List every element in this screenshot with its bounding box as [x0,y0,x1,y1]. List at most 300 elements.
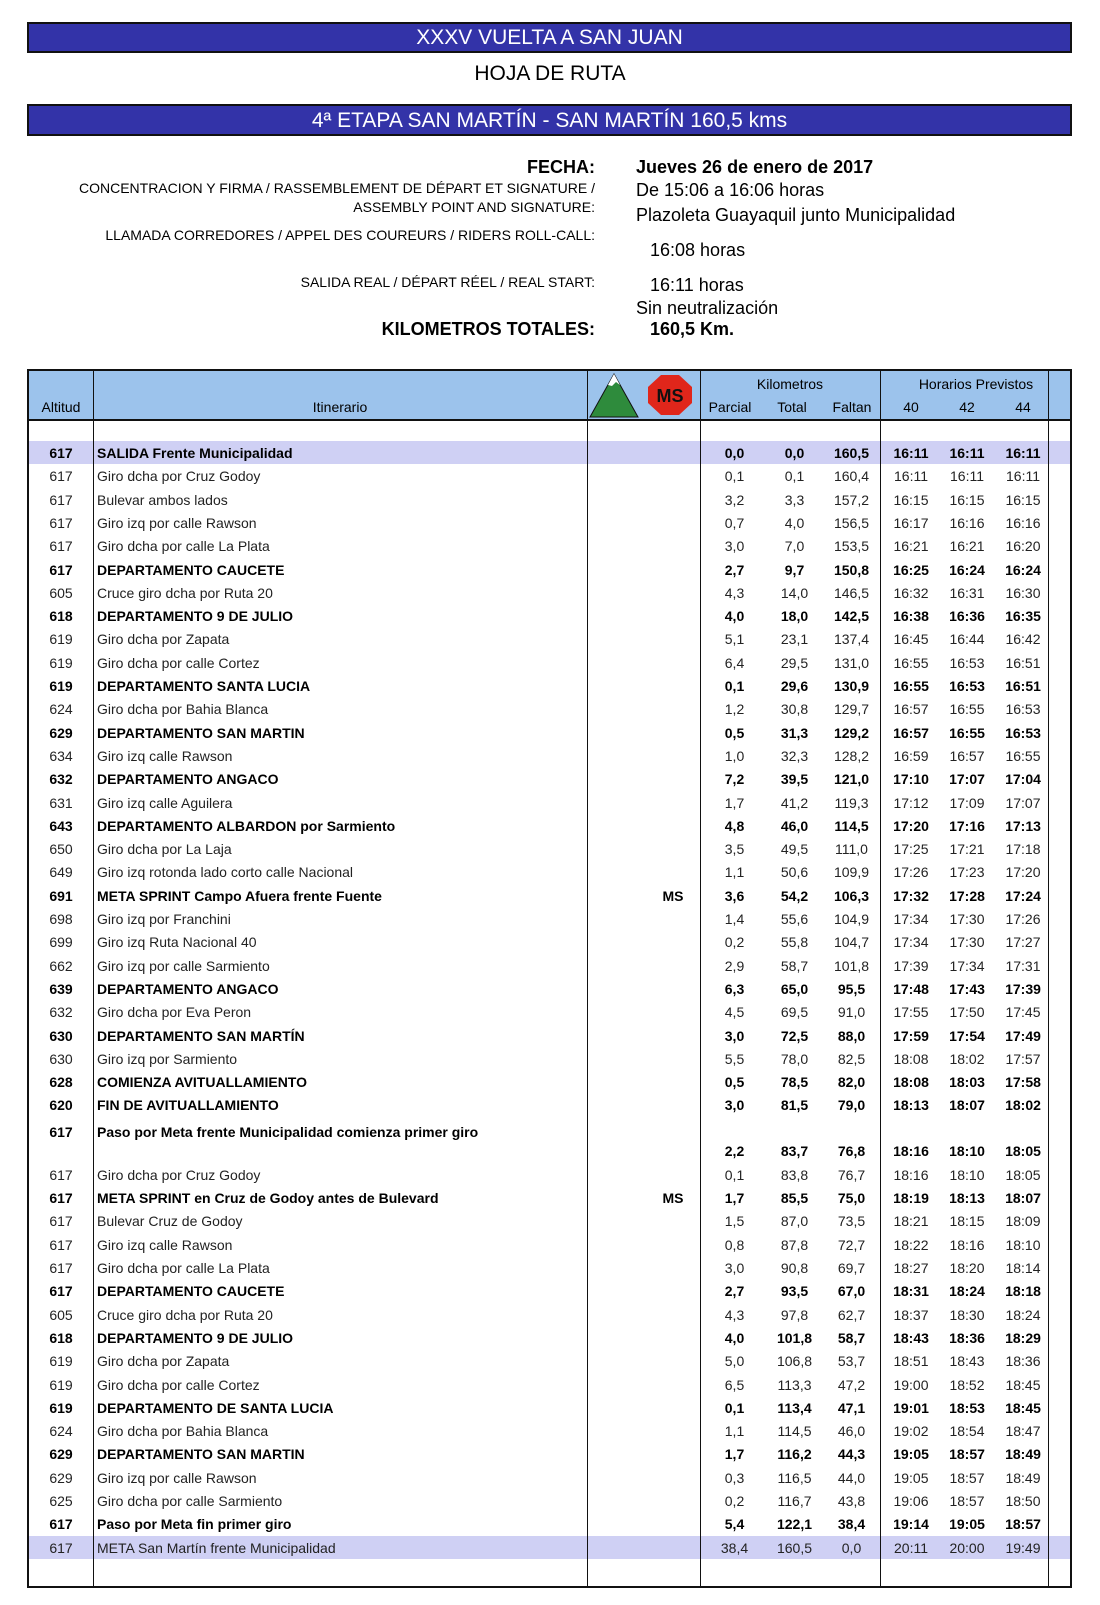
total-km-cell: 160,5 [776,1539,813,1556]
time-40-cell: 17:48 [893,980,929,997]
altitude-cell: 617 [49,1283,73,1300]
table-row [29,1326,1070,1349]
time-40-cell: 18:51 [893,1353,929,1370]
faltan-cell: 0,0 [841,1539,862,1556]
itinerary-cell: DEPARTAMENTO SAN MARTIN [97,724,305,741]
time-42-cell: 18:16 [949,1236,985,1253]
time-40-cell: 16:17 [893,514,929,531]
parcial-cell: 3,0 [724,538,745,555]
itinerary-cell: Giro dcha por Bahia Blanca [97,701,269,718]
parcial-cell: 0,2 [724,1493,745,1509]
time-44-cell: 17:39 [1005,980,1041,997]
table-row [29,1303,1070,1326]
time-42-cell: 17:34 [949,957,985,974]
total-km-cell: 93,5 [780,1283,809,1300]
itinerary-cell: COMIENZA AVITUALLAMIENTO [97,1074,307,1091]
time-40-cell: 18:08 [893,1074,929,1091]
faltan-cell: 129,2 [833,724,870,741]
time-44-cell: 19:49 [1005,1539,1041,1556]
parcial-cell: 0,7 [724,514,745,531]
salida-label: SALIDA REAL / DÉPART RÉEL / REAL START: [300,274,595,290]
altitude-cell: 619 [49,678,73,694]
ms-cell [649,1373,697,1397]
altitude-cell: 617 [49,1190,73,1207]
altitude-cell: 629 [49,1469,73,1486]
faltan-cell: 150,8 [833,561,870,578]
total-km-cell: 30,8 [780,701,809,718]
time-44-cell: 17:58 [1005,1074,1041,1091]
itinerary-cell: Giro izq Ruta Nacional 40 [97,934,257,951]
time-42-cell: 18:03 [949,1074,985,1091]
ms-cell [649,464,697,488]
table-row [29,1512,1070,1535]
parcial-cell: 0,1 [724,1166,745,1183]
total-km-cell: 55,8 [780,934,809,951]
time-44-cell: 16:11 [1006,468,1040,485]
time-44-cell: 17:57 [1005,1050,1041,1067]
km-total-label: KILOMETROS TOTALES: [381,319,595,339]
parcial-cell: 1,1 [724,864,745,881]
altitude-cell: 617 [49,1213,73,1230]
table-row [29,721,1070,744]
faltan-cell: 104,7 [833,934,870,951]
table-row [29,1466,1070,1489]
time-40-cell: 16:21 [893,538,929,555]
itinerary-cell: Giro dcha por calle Sarmiento [97,1493,283,1509]
ms-cell [649,1419,697,1443]
total-km-cell: 85,5 [780,1190,809,1207]
time-42-cell: 16:31 [949,584,985,601]
altitude-cell: 620 [49,1097,73,1114]
itinerary-cell: DEPARTAMENTO SANTA LUCIA [97,678,311,694]
ms-cell [649,1326,697,1350]
time-42-cell: 18:02 [949,1050,985,1067]
total-km-cell: 58,7 [780,957,809,974]
time-42-cell: 18:10 [949,1142,985,1159]
time-42-cell: 18:54 [949,1423,985,1440]
altitude-cell: 617 [49,1166,73,1183]
ms-cell [649,1070,697,1094]
ms-cell [649,581,697,605]
time-44-cell: 18:50 [1005,1493,1041,1509]
parcial-cell: 2,2 [724,1142,745,1159]
faltan-cell: 156,5 [833,514,870,531]
faltan-cell: 82,5 [837,1050,866,1067]
total-km-cell: 101,8 [776,1329,813,1346]
time-42-cell: 19:05 [949,1516,985,1533]
total-km-cell: 46,0 [780,817,809,834]
altitude-cell: 618 [49,608,73,625]
total-km-cell: 116,5 [777,1469,812,1486]
concentracion-label-1: CONCENTRACION Y FIRMA / RASSEMBLEMENT DE DÉPART ET SIGNATURE / [78,180,595,196]
table-row [29,488,1070,511]
total-km-cell: 83,7 [780,1142,809,1159]
itinerary-cell: Giro izq por Sarmiento [97,1050,238,1067]
parcial-cell: 5,5 [724,1050,745,1067]
parcial-cell: 1,2 [724,701,745,718]
altitude-cell: 617 [49,468,73,485]
time-44-cell: 17:04 [1005,771,1041,788]
ms-cell [649,721,697,745]
parcial-cell: 0,1 [724,468,745,485]
time-44-cell: 17:45 [1005,1004,1041,1021]
mountain-icon [588,371,640,419]
faltan-cell: 47,1 [837,1399,866,1416]
time-44-cell: 16:55 [1005,747,1041,764]
time-42-cell: 16:36 [949,608,985,625]
table-row [29,1373,1070,1396]
itinerary-cell: Paso por Meta fin primer giro [97,1516,292,1533]
altitude-cell: 617 [49,1123,73,1140]
altitude-cell: 617 [49,561,73,578]
table-row [29,930,1070,953]
time-44-cell: 18:49 [1005,1469,1041,1486]
time-40-cell: 17:55 [893,1004,929,1021]
itinerary-cell: DEPARTAMENTO CAUCETE [97,1283,285,1300]
parcial-cell: 4,0 [724,608,745,625]
meta-sprint-badge-icon [646,373,694,417]
time-40-cell: 19:01 [893,1399,929,1416]
ms-cell [649,1466,697,1490]
ms-cell: MS [662,887,684,904]
altitude-cell: 631 [49,794,73,811]
parcial-cell: 7,2 [724,771,745,788]
parcial-cell: 5,4 [724,1516,745,1533]
time-40-cell: 17:12 [893,794,929,811]
time-40-cell: 18:16 [893,1142,929,1159]
itinerary-cell: DEPARTAMENTO 9 DE JULIO [97,1329,294,1346]
altitude-cell: 691 [49,887,73,904]
header-h44: 44 [1015,399,1031,415]
parcial-cell: 2,9 [724,957,745,974]
total-km-cell: 9,7 [784,561,805,578]
itinerary-cell: SALIDA Frente Municipalidad [97,445,293,461]
altitude-cell: 630 [49,1050,73,1067]
table-row [29,1279,1070,1302]
document-subtitle: HOJA DE RUTA [474,62,626,85]
header-faltan: Faltan [832,399,872,415]
ms-cell [649,954,697,978]
time-40-cell: 18:31 [893,1283,929,1300]
faltan-cell: 114,5 [834,817,869,834]
table-row [29,581,1070,604]
divider [880,371,881,1586]
altitude-cell: 617 [49,1236,73,1253]
faltan-cell: 76,8 [837,1142,866,1159]
parcial-cell: 0,1 [724,1399,745,1416]
time-40-cell: 16:25 [893,561,929,578]
parcial-cell: 5,1 [724,631,745,648]
time-42-cell: 18:07 [949,1097,985,1114]
total-km-cell: 87,0 [780,1213,809,1230]
table-row [29,1489,1070,1512]
altitude-cell: 643 [49,817,73,834]
total-km-cell: 18,0 [780,608,809,625]
time-44-cell: 17:31 [1005,957,1041,974]
parcial-cell: 4,3 [724,1306,745,1323]
altitude-cell: 619 [49,631,73,648]
table-row [29,651,1070,674]
time-44-cell: 17:07 [1005,794,1041,811]
time-42-cell: 18:13 [949,1190,985,1207]
faltan-cell: 76,7 [837,1166,866,1183]
table-row [29,977,1070,1000]
itinerary-cell: Giro dcha por Zapata [97,631,230,648]
time-44-cell: 17:18 [1005,841,1041,858]
altitude-cell: 605 [49,1306,73,1323]
time-44-cell: 17:20 [1005,864,1041,881]
time-42-cell: 18:52 [949,1376,985,1393]
itinerary-cell: DEPARTAMENTO ALBARDON por Sarmiento [97,817,396,834]
itinerary-cell: Giro dcha por Eva Peron [97,1004,252,1021]
faltan-cell: 111,0 [835,841,868,858]
faltan-cell: 142,5 [833,608,870,625]
faltan-cell: 146,5 [833,584,870,601]
time-44-cell: 16:53 [1005,701,1041,718]
time-42-cell: 16:16 [949,514,985,531]
table-row [29,534,1070,557]
time-42-cell: 18:10 [949,1166,985,1183]
parcial-cell: 1,5 [724,1213,745,1230]
itinerary-cell: META SPRINT en Cruz de Godoy antes de Bulevard [97,1190,439,1207]
time-40-cell: 17:39 [893,957,929,974]
ms-cell [649,627,697,651]
table-row [29,1396,1070,1419]
itinerary-cell: Giro dcha por La Laja [97,841,232,858]
time-42-cell: 18:20 [949,1260,985,1276]
parcial-cell: 4,3 [724,584,745,601]
faltan-cell: 53,7 [837,1353,866,1370]
table-row [29,884,1070,907]
faltan-cell: 44,3 [837,1446,866,1463]
faltan-cell: 62,7 [837,1306,866,1323]
table-row [29,837,1070,860]
table-row [29,1209,1070,1232]
time-44-cell: 18:29 [1005,1329,1041,1346]
header-kilometros: Kilometros [756,376,824,392]
total-km-cell: 14,0 [780,584,809,601]
ms-cell [649,860,697,884]
time-44-cell: 16:15 [1005,491,1041,508]
parcial-cell: 2,7 [724,1283,745,1300]
total-km-cell: 55,6 [780,911,809,927]
table-row [29,464,1070,487]
time-42-cell: 16:11 [950,468,984,485]
time-42-cell: 16:44 [949,631,985,648]
parcial-cell: 4,0 [724,1329,745,1346]
total-km-cell: 113,3 [777,1376,812,1393]
total-km-cell: 87,8 [780,1236,809,1253]
table-row [29,1442,1070,1465]
total-km-cell: 83,8 [780,1166,809,1183]
time-42-cell: 17:21 [949,841,985,858]
total-km-cell: 97,8 [780,1306,809,1323]
table-row [29,907,1070,930]
total-km-cell: 54,2 [780,887,809,904]
table-row [29,767,1070,790]
time-44-cell: 16:30 [1005,584,1041,601]
time-42-cell: 16:55 [949,701,985,718]
time-44-cell: 18:45 [1005,1376,1041,1393]
time-42-cell: 18:30 [949,1306,985,1323]
table-row [29,1024,1070,1047]
time-40-cell: 18:37 [893,1306,929,1323]
ms-cell [649,1256,697,1280]
time-42-cell: 17:16 [949,817,985,834]
divider [587,371,588,1586]
parcial-cell: 3,6 [724,887,745,904]
itinerary-cell: DEPARTAMENTO DE SANTA LUCIA [97,1399,334,1416]
race-title: XXXV VUELTA A SAN JUAN [416,26,683,49]
total-km-cell: 114,5 [777,1423,812,1440]
ms-badge-text: MS [656,386,684,406]
time-40-cell: 16:11 [894,468,928,485]
table-row [29,860,1070,883]
table-row [29,791,1070,814]
altitude-cell: 649 [49,864,73,881]
faltan-cell: 44,0 [837,1469,866,1486]
parcial-cell: 0,0 [724,445,745,461]
time-42-cell: 18:43 [949,1353,985,1370]
faltan-cell: 91,0 [837,1004,866,1021]
table-row [29,744,1070,767]
altitude-cell: 698 [49,911,73,927]
altitude-cell: 628 [49,1074,73,1091]
faltan-cell: 119,3 [834,794,869,811]
total-km-cell: 81,5 [780,1097,809,1114]
itinerary-cell: Giro dcha por calle La Plata [97,538,270,555]
total-km-cell: 65,0 [780,980,809,997]
time-42-cell: 18:57 [949,1446,985,1463]
table-header [29,371,1070,421]
table-row [29,1093,1070,1119]
parcial-cell: 2,7 [724,561,745,578]
header-h40: 40 [903,399,919,415]
parcial-cell: 0,8 [724,1236,745,1253]
altitude-cell: 699 [49,934,73,951]
time-40-cell: 16:45 [893,631,929,648]
parcial-cell: 6,3 [724,980,745,997]
itinerary-cell: Giro dcha por Cruz Godoy [97,468,261,485]
time-44-cell: 16:35 [1005,608,1041,625]
itinerary-cell: Giro izq rotonda lado corto calle Nacional [97,864,354,881]
table-row [29,1256,1070,1279]
time-42-cell: 18:53 [949,1399,985,1416]
stage-title: 4ª ETAPA SAN MARTÍN - SAN MARTÍN 160,5 kms [311,109,788,132]
table-row [29,1419,1070,1442]
altitude-cell: 632 [49,1004,73,1021]
time-42-cell: 16:53 [949,678,985,694]
faltan-cell: 47,2 [837,1376,866,1393]
concentracion-time: De 15:06 a 16:06 horas [636,180,825,200]
parcial-cell: 0,3 [724,1469,745,1486]
altitude-cell: 625 [49,1493,73,1509]
altitude-cell: 624 [49,1423,73,1440]
parcial-cell: 0,5 [724,1074,745,1091]
table-row [29,954,1070,977]
header-parcial: Parcial [708,399,752,415]
ms-cell [649,604,697,628]
time-44-cell: 18:45 [1005,1399,1041,1416]
altitude-cell: 617 [49,1516,73,1533]
time-42-cell: 16:57 [949,747,985,764]
ms-cell [649,1536,697,1560]
time-40-cell: 19:05 [893,1446,929,1463]
parcial-cell: 1,7 [724,794,745,811]
time-40-cell: 18:08 [893,1050,929,1067]
time-40-cell: 19:06 [893,1493,929,1509]
itinerary-cell: Cruce giro dcha por Ruta 20 [97,584,273,601]
time-44-cell: 16:20 [1005,538,1041,555]
itinerary-cell: DEPARTAMENTO CAUCETE [97,561,285,578]
parcial-cell: 4,5 [724,1004,745,1021]
faltan-cell: 128,2 [833,747,870,764]
ms-cell [649,651,697,675]
faltan-cell: 82,0 [837,1074,866,1091]
itinerary-cell: DEPARTAMENTO 9 DE JULIO [97,608,294,625]
time-42-cell: 17:28 [949,887,985,904]
time-44-cell: 18:36 [1005,1353,1041,1370]
header-horarios: Horarios Previstos [918,376,1034,392]
time-40-cell: 16:15 [893,491,929,508]
table-row [29,697,1070,720]
itinerary-cell: Giro izq por calle Rawson [97,514,257,531]
altitude-cell: 619 [49,1353,73,1370]
time-42-cell: 16:24 [949,561,985,578]
table-row [29,441,1070,464]
time-40-cell: 17:34 [893,911,929,927]
time-40-cell: 17:59 [893,1027,929,1044]
parcial-cell: 3,0 [724,1260,745,1276]
total-km-cell: 78,5 [780,1074,809,1091]
time-44-cell: 18:02 [1005,1097,1041,1114]
parcial-cell: 1,7 [724,1190,745,1207]
altitude-cell: 624 [49,701,73,718]
time-44-cell: 18:18 [1005,1283,1041,1300]
parcial-cell: 6,5 [724,1376,745,1393]
parcial-cell: 3,2 [724,491,745,508]
time-44-cell: 16:24 [1005,561,1041,578]
itinerary-cell: DEPARTAMENTO SAN MARTÍN [97,1027,305,1044]
faltan-cell: 58,7 [837,1329,866,1346]
route-table [27,369,1072,1588]
altitude-cell: 662 [49,957,73,974]
itinerary-cell: Bulevar ambos lados [97,491,228,508]
faltan-cell: 67,0 [837,1283,866,1300]
itinerary-cell: Giro izq por Franchini [97,911,231,927]
time-44-cell: 16:53 [1005,724,1041,741]
altitude-cell: 650 [49,841,73,858]
altitude-cell: 639 [49,980,73,997]
parcial-cell: 6,4 [724,654,745,671]
time-40-cell: 18:13 [893,1097,929,1114]
total-km-cell: 3,3 [784,491,805,508]
faltan-cell: 160,5 [833,445,870,461]
total-km-cell: 72,5 [780,1027,809,1044]
time-40-cell: 19:05 [893,1469,929,1486]
time-44-cell: 18:09 [1005,1213,1041,1230]
faltan-cell: 153,5 [833,538,870,555]
total-km-cell: 41,2 [780,794,809,811]
parcial-cell: 0,1 [724,678,745,694]
time-40-cell: 17:34 [893,934,929,951]
itinerary-cell: Cruce giro dcha por Ruta 20 [97,1306,273,1323]
time-40-cell: 16:55 [893,654,929,671]
faltan-cell: 130,9 [833,678,870,694]
ms-cell [649,814,697,838]
total-km-cell: 122,1 [776,1516,813,1533]
altitude-cell: 617 [49,491,73,508]
